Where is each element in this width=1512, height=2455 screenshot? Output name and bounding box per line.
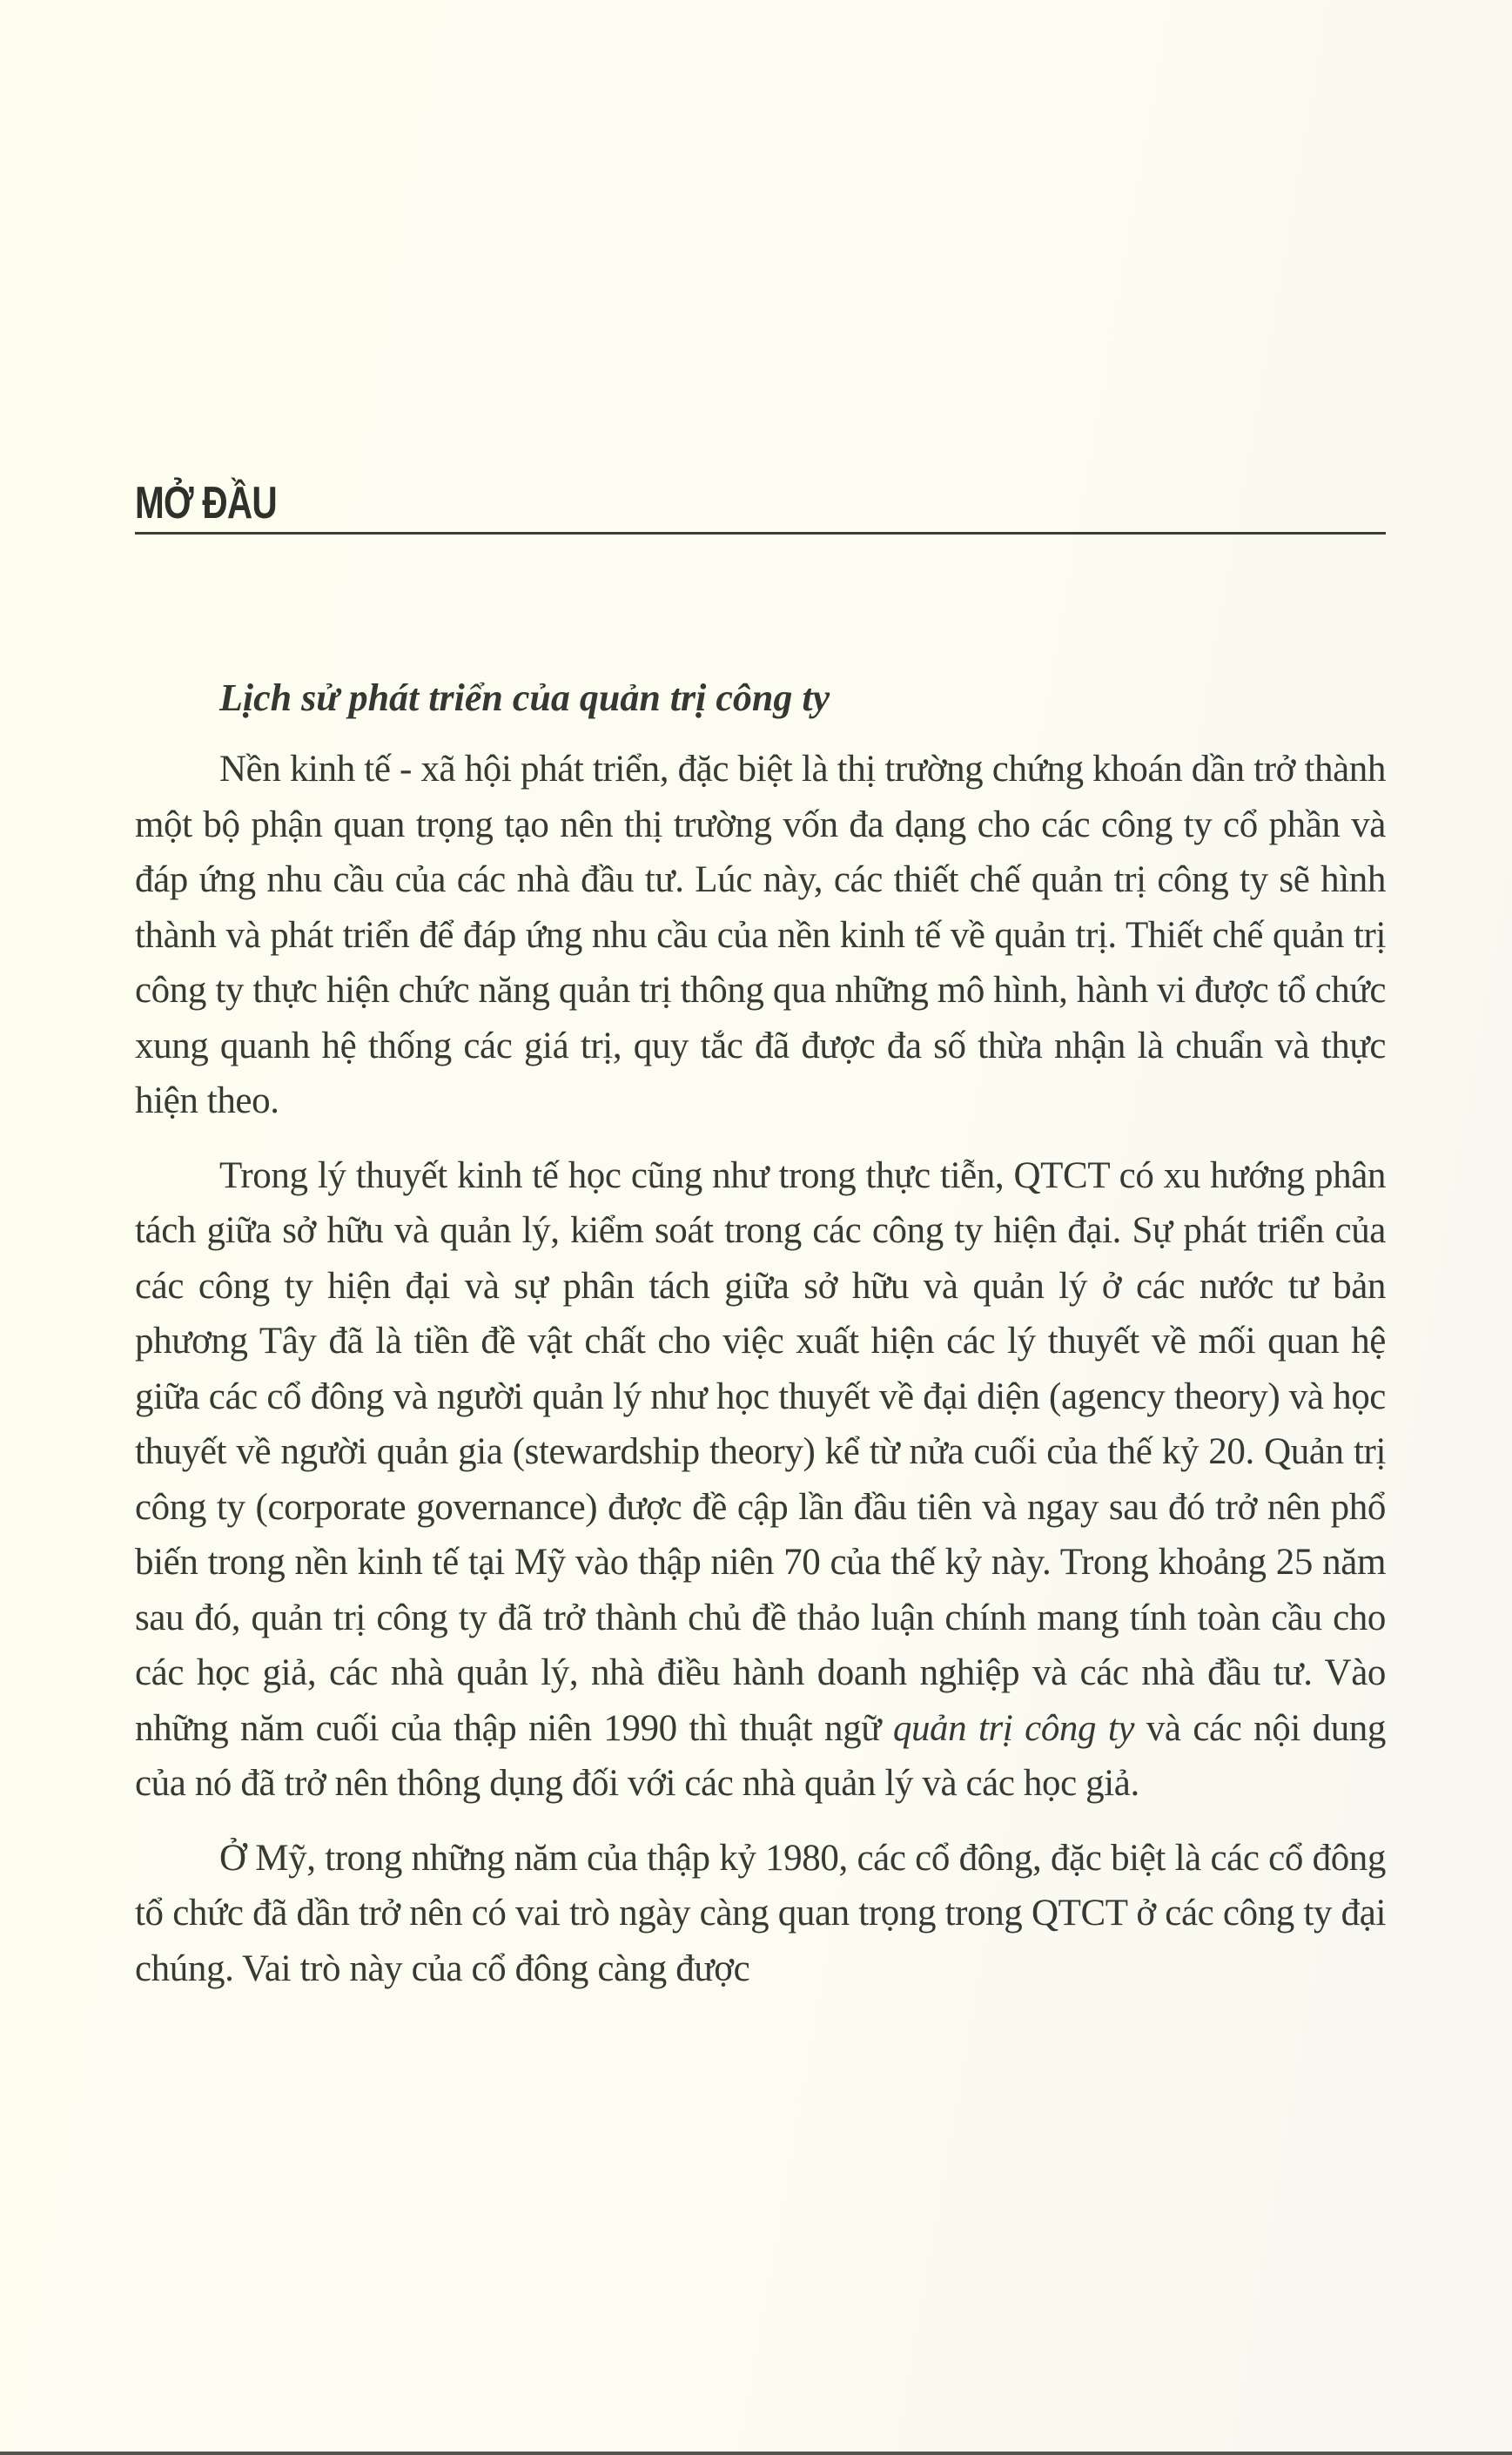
body-text <box>135 742 1386 2015</box>
paragraph-3-text: Ở Mỹ, trong những năm của thập kỷ 1980, các cổ đông, đặc biệt là các cổ đông tổ chức đã dần trở nên có vai trò ngày càng quan trọng trong QTCT ở các công ty đại chúng. Vai trò này của cổ đông càng được <box>135 1837 1386 1989</box>
chapter-title-rule <box>135 532 1386 535</box>
paragraph-2-text: Trong lý thuyết kinh tế học cũng như trong thực tiễn, QTCT có xu hướng phân tách giữa sở hữu và quản lý, kiểm soát trong các công ty hiện đại. Sự phát triển của các công ty hiện đại và sự phân tách giữa sở hữu và quản lý ở các nước tư bản phương Tây đã là tiền đề vật chất cho việc xuất hiện các lý thuyết về mối quan hệ giữa các cổ đông và người quản lý như học thuyết về đại diện (agency theory) và học thuyết về người quản gia (stewardship theory) kể từ nửa cuối của thế kỷ 20. Quản trị công ty (corporate governance) được đề cập lần đầu tiên và ngay sau đó trở nên phổ biến trong nền kinh tế tại Mỹ vào thập niên 70 của thế kỷ này. Trong khoảng 25 năm sau đó, quản trị công ty đã trở thành chủ đề thảo luận chính mang tính toàn cầu cho các học giả, các nhà quản lý, nhà điều hành doanh nghiệp và các nhà đầu tư. Vào những năm cuối của thập niên 1990 thì thuật ngữ <box>135 1154 1386 1749</box>
page-bottom-edge <box>0 2452 1512 2455</box>
paragraph-2-emphasis: quản trị công ty <box>892 1707 1135 1749</box>
section-heading: Lịch sử phát triển của quản trị công ty <box>219 676 830 719</box>
paragraph-1-text: Nền kinh tế - xã hội phát triển, đặc biệt là thị trường chứng khoán dần trở thành một bộ phận quan trọng tạo nên thị trường vốn đa dạng cho các công ty cổ phần và đáp ứng nhu cầu của các nhà đầu tư. Lúc này, các thiết chế quản trị công ty sẽ hình thành và phát triển để đáp ứng nhu cầu của nền kinh tế về quản trị. Thiết chế quản trị công ty thực hiện chức năng quản trị thông qua những mô hình, hành vi được tổ chức xung quanh hệ thống các giá trị, quy tắc đã được đa số thừa nhận là chuẩn và thực hiện theo. <box>135 749 1386 1121</box>
paragraph-2-text-after: và các nội dung của nó đã trở nên thông dụng đối với các nhà quản lý và các học giả. <box>135 1707 1386 1804</box>
paragraph-1 <box>135 742 1386 1129</box>
chapter-title: MỞ ĐẦU <box>135 478 277 528</box>
paragraph-2 <box>135 1148 1386 1812</box>
paragraph-3 <box>135 1831 1386 1997</box>
